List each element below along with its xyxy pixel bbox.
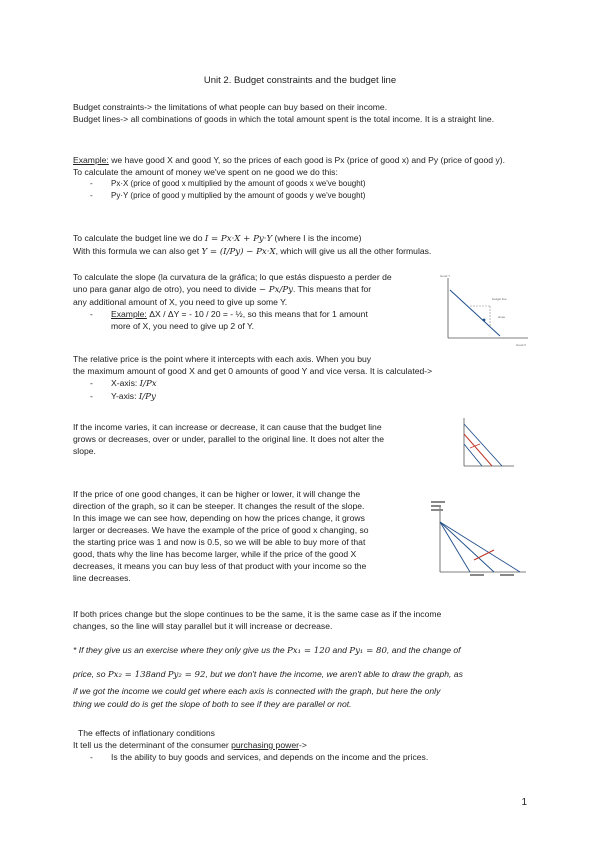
effects-heading: The effects of inflationary conditions: [78, 728, 215, 738]
figure-caption-mark: [500, 574, 514, 576]
figure-caption-mark: [470, 574, 484, 576]
slope-equation: − Px/Py: [258, 285, 293, 295]
slope-text-part: uno para ganar algo de otro), you need to divide: [73, 284, 259, 294]
y-axis-label: Good Y: [440, 274, 451, 278]
figure-label: slope: [498, 315, 506, 319]
slope-text-part: . This means that for: [292, 284, 372, 294]
figure-caption-mark: [431, 505, 441, 507]
budget-line-slope-figure: [440, 272, 532, 350]
page-title: Unit 2. Budget constraints and the budget line: [203, 75, 397, 86]
relative-price-text: The relative price is the point where it intercepts with each axis. When you buy: [73, 354, 372, 364]
income-change-figure: [458, 414, 518, 472]
relative-price-text: the maximum amount of good X and get 0 amounts of good Y and vice versa. It is calculated->: [73, 366, 433, 376]
figure-label: budget line: [492, 297, 507, 301]
price-change-text: In this image we can see how, depending on how the prices change, it grows: [73, 513, 365, 523]
formula-text: To calculate the budget line we do: [73, 233, 205, 243]
example-label: Example:: [73, 155, 109, 165]
effects-section: [73, 727, 528, 763]
list-item: [73, 377, 528, 390]
price-change-text: decreases, it means you can buy less of that product with your income so the: [73, 561, 367, 571]
price-change-text: line decreases.: [73, 573, 131, 583]
budget-line-lower: [464, 444, 482, 466]
price-change-figure: [430, 500, 530, 578]
list-item: [73, 308, 428, 332]
budget-line-pricier-x: [440, 522, 470, 572]
py1-equation: Py₁ = 80: [349, 646, 387, 656]
budget-line-cheaper-x: [440, 522, 520, 572]
effects-text: [73, 739, 528, 751]
figure-caption-mark: [431, 501, 445, 503]
px2-equation: Px₂ = 138: [107, 670, 152, 680]
slope-text: [73, 283, 428, 296]
x-axis-formula: I/Px: [139, 379, 157, 389]
slope-section: [73, 271, 428, 332]
list-item: [73, 390, 528, 403]
note-section: [73, 644, 533, 711]
px1-equation: Px₁ = 120: [287, 646, 331, 656]
note-line: thing we could do is get the slope of both to see if they are parallel or not.: [73, 699, 352, 709]
effects-text-part: ->: [298, 740, 307, 750]
note-text: and: [151, 669, 168, 679]
budget-line-equation: I = Px·X + Py·Y: [204, 234, 273, 244]
derived-formula: [73, 245, 528, 258]
slope-example-label: Example:: [111, 309, 147, 319]
note-text: and: [330, 645, 350, 655]
note-line: if we got the income we could get where each axis is connected with the graph, but here the only: [73, 686, 441, 696]
figure-caption-mark: [431, 509, 443, 511]
income-text: grows or decreases, over or under, parallel to the original line. It does not alter the: [73, 434, 384, 444]
example-text: we have good X and good Y, so the prices of each good is Px (price of good x) and Py (price of good y).: [108, 155, 506, 165]
price-change-text: larger or decreases. We have the example of the price of good x changing, so: [73, 525, 369, 535]
price-change-section: [73, 488, 428, 584]
page-number: 1: [521, 797, 527, 808]
list-item: - Px·X (price of good x multiplied by the amount of goods x we've bought): [73, 178, 528, 190]
note-text: , but we don't have the income, we aren't able to draw the graph, as: [205, 669, 463, 679]
formula-text: (where I is the income): [272, 233, 362, 243]
derived-equation: Y = (I/Py) − Px·X: [201, 247, 276, 257]
formula-text: , which will give us all the other formulas.: [275, 246, 432, 256]
point-marker: [483, 319, 486, 322]
note-line: [73, 668, 533, 682]
note-text: price, so: [73, 669, 108, 679]
shift-arrow: [470, 444, 480, 448]
x-axis-label: Good X: [516, 343, 527, 347]
example-paragraph: [73, 154, 528, 166]
list-item: - Is the ability to buy goods and services, and depends on the income and the prices.: [73, 751, 528, 763]
slope-text: any additional amount of X, you need to give up some Y.: [73, 297, 288, 307]
both-prices-text: changes, so the line will stay parallel but it will increase or decrease.: [73, 621, 333, 631]
budget-line-higher: [464, 424, 502, 466]
relative-price-section: [73, 353, 528, 403]
both-prices-section: [73, 608, 533, 632]
price-change-text: the starting price was 1 and now is 0.5, so we will be able to buy more of that: [73, 537, 366, 547]
income-text: slope.: [73, 446, 96, 456]
axis-label: Y-axis:: [111, 391, 139, 401]
budget-lines-definition: Budget lines-> all combinations of goods in which the total amount spent is the total income. It is a straight line.: [73, 114, 495, 124]
note-text: , and the change of: [386, 645, 461, 655]
axis-label: X-axis:: [111, 378, 140, 388]
effects-text-part: It tell us the determinant of the consumer: [73, 740, 232, 750]
purchasing-power-term: purchasing power: [231, 740, 299, 750]
list-item: - Py·Y (price of good y multiplied by the amount of goods y we've bought): [73, 190, 528, 202]
rotation-arrow: [474, 550, 494, 560]
slope-text: To calculate the slope (la curvatura de la gráfica; lo que estás dispuesto a perder de: [73, 272, 392, 282]
budget-constraints-definition: Budget constraints-> the limitations of what people can buy based on their income.: [73, 102, 388, 112]
formula-text: With this formula we can also get: [73, 246, 202, 256]
example-intro: To calculate the amount of money we've spent on ne good we do this:: [73, 167, 338, 177]
slope-example-list: [73, 308, 428, 332]
price-change-text: direction of the graph, so it can be steeper. It changes the result of the slope.: [73, 501, 365, 511]
both-prices-text: If both prices change but the slope continues to be the same, it is the same case as if the income: [73, 609, 442, 619]
axis-list: [73, 377, 528, 403]
budget-line-original: [440, 522, 494, 572]
definitions: [73, 101, 528, 125]
budget-line-formula: [73, 232, 528, 245]
y-axis-formula: I/Py: [138, 392, 156, 402]
note-text: * If they give us an exercise where they only give us the: [73, 645, 288, 655]
slope-example-text: more of X, you need to give up 2 of Y.: [111, 321, 255, 331]
price-change-text: If the price of one good changes, it can be higher or lower, it will change the: [73, 489, 361, 499]
effects-list: [73, 751, 528, 763]
formula-section: [73, 232, 528, 258]
example-section: [73, 154, 528, 202]
example-list: [73, 178, 528, 202]
slope-example-text: ΔX / ΔY = - 10 / 20 = - ½, so this means that for 1 amount: [146, 309, 368, 319]
note-line: [73, 644, 533, 658]
income-text: If the income varies, it can increase or decrease, it can cause that the budget line: [73, 422, 382, 432]
price-change-text: good, thats why the line has become larger, while if the price of the good X: [73, 549, 357, 559]
py2-equation: Py₂ = 92: [167, 670, 206, 680]
